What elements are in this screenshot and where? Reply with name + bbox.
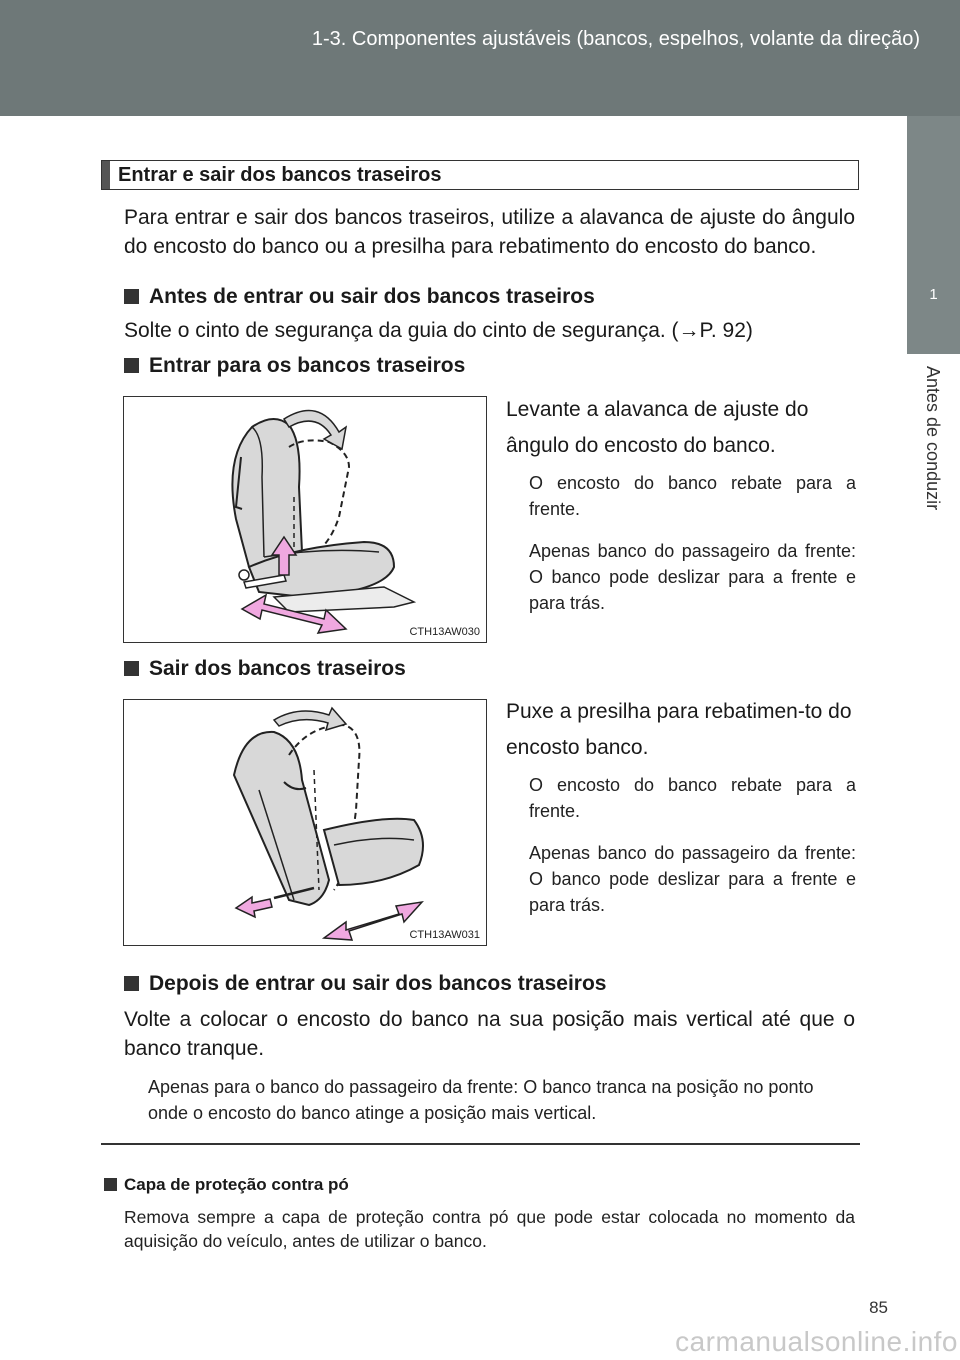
- chapter-tab: [907, 116, 960, 354]
- section-divider: [101, 1143, 860, 1145]
- before-heading-text: Antes de entrar ou sair dos bancos traseiros: [149, 285, 595, 308]
- square-bullet-icon: [124, 976, 139, 991]
- square-bullet-icon: [104, 1178, 117, 1191]
- page-header: [0, 0, 960, 116]
- enter-main-text: Levante a alavanca de ajuste do ângulo do encosto do banco.: [506, 398, 809, 457]
- after-note: Apenas para o banco do passageiro da frente: O banco tranca na posição no ponto onde o encosto do banco atinge a posição mais vertical.: [148, 1077, 814, 1123]
- section-intro: Para entrar e sair dos bancos traseiros, utilize a alavanca de ajuste do ângulo do encosto do banco ou a presilha para rebatimento do encosto do banco.: [124, 206, 855, 258]
- square-bullet-icon: [124, 358, 139, 373]
- seat-strap-illustration: [124, 700, 486, 945]
- figure-exit-seat: [123, 699, 487, 946]
- figure-code: CTH13AW030: [409, 626, 480, 638]
- section-header-bar: [102, 161, 110, 189]
- seat-lever-illustration: [124, 397, 486, 642]
- dust-cover-text: Remova sempre a capa de proteção contra pó que pode estar colocada no momento da aquisição do veículo, antes de utilizar o banco.: [124, 1207, 855, 1251]
- exit-note-1: O encosto do banco rebate para a frente.: [529, 775, 856, 821]
- chapter-label-text: Antes de conduzir: [923, 366, 943, 511]
- section-header: [101, 160, 859, 190]
- before-text: Solte o cinto de segurança da guia do cinto de segurança. (→P. 92): [124, 319, 753, 342]
- chapter-title: 1-3. Componentes ajustáveis (bancos, espelhos, volante da direção): [311, 28, 920, 50]
- figure-enter-seat: [123, 396, 487, 643]
- dust-cover-heading: [104, 1175, 349, 1195]
- exit-heading: [124, 657, 406, 681]
- exit-main-text: Puxe a presilha para rebatimen-to do encosto banco.: [506, 700, 852, 759]
- enter-heading: [124, 354, 465, 378]
- figure-code: CTH13AW031: [409, 929, 480, 941]
- dust-cover-heading-text: Capa de proteção contra pó: [124, 1175, 349, 1194]
- before-heading: [124, 285, 595, 309]
- watermark: carmanualsonline.info: [675, 1326, 958, 1357]
- after-heading: [124, 972, 606, 996]
- enter-note-1: O encosto do banco rebate para a frente.: [529, 473, 856, 519]
- exit-note-2: Apenas banco do passageiro da frente: O banco pode deslizar para a frente e para trás.: [529, 843, 856, 915]
- chapter-number: 1: [929, 286, 938, 303]
- chapter-label: [905, 354, 960, 594]
- enter-note-2: Apenas banco do passageiro da frente: O banco pode deslizar para a frente e para trás.: [529, 541, 856, 613]
- section-title: Entrar e sair dos bancos traseiros: [118, 164, 442, 186]
- exit-heading-text: Sair dos bancos traseiros: [149, 657, 406, 680]
- after-text: Volte a colocar o encosto do banco na sua posição mais vertical até que o banco tranque.: [124, 1008, 855, 1060]
- square-bullet-icon: [124, 289, 139, 304]
- enter-heading-text: Entrar para os bancos traseiros: [149, 354, 466, 377]
- page-number: 85: [869, 1298, 888, 1317]
- after-heading-text: Depois de entrar ou sair dos bancos traseiros: [149, 972, 607, 995]
- square-bullet-icon: [124, 661, 139, 676]
